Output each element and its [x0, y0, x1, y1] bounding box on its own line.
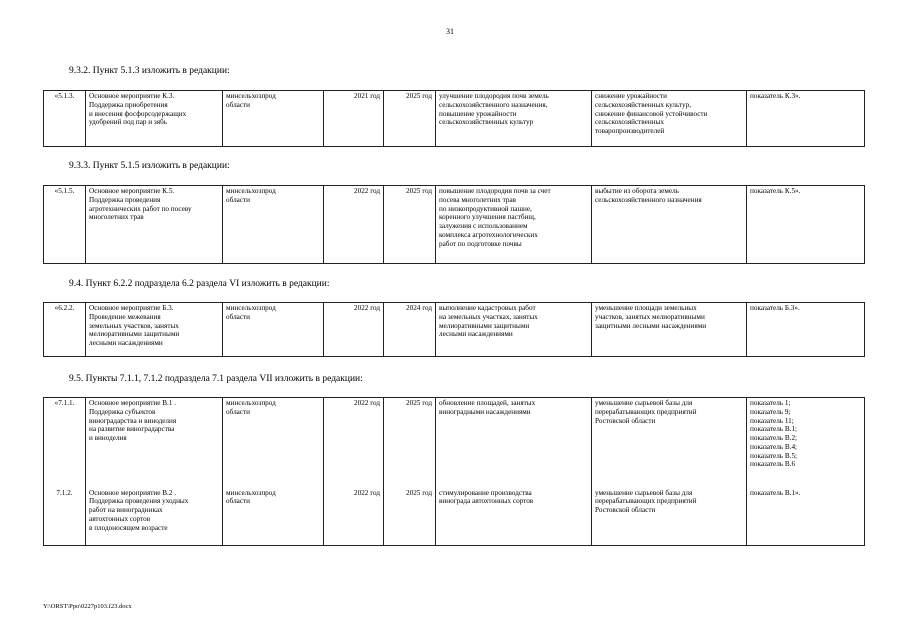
table-row [44, 91, 865, 147]
measure-cell: Основное мероприятие К.5. Поддержка проведения агротехнических работ по посеву многолетних трав [86, 186, 223, 264]
indicator-cell: показатель К.5». [747, 186, 865, 264]
section-heading: 9.3.2. Пункт 5.1.3 изложить в редакции: [69, 66, 230, 76]
start-year-cell: 2022 год [324, 398, 384, 488]
result-cell: повышение плодородия почв за счет посева многолетних трав по низкопродуктивной пашне, коренного улучшения пастбищ, залужения с использованием комплекса агротехнологических работ по подготовке почвы [436, 186, 592, 264]
consequence-cell: выбытие из оборота земель сельскохозяйственного назначения [592, 186, 747, 264]
table-row [44, 398, 865, 488]
result-cell: стимулирование производства винограда автохтонных сортов [436, 488, 592, 546]
executor-cell: минсельхозпрод области [223, 303, 324, 357]
result-cell: обновление площадей, занятых виноградными насаждениями [436, 398, 592, 488]
measures-table [43, 397, 865, 546]
measures-table [43, 302, 865, 357]
result-cell: улучшение плодородия почв земель сельскохозяйственного назначения, повышение урожайности сельскохозяйственных культур [436, 91, 592, 147]
indicator-cell: показатель К.3». [747, 91, 865, 147]
start-year-cell: 2022 год [324, 303, 384, 357]
row-number: 7.1.2. [44, 488, 86, 546]
row-number: «6.2.2. [44, 303, 86, 357]
indicator-cell: показатель 1; показатель 9; показатель 11; показатель В.1; показатель В.2; показатель В.4; показатель В.5; показатель В.6 [747, 398, 865, 488]
row-number: «5.1.3. [44, 91, 86, 147]
consequence-cell: снижение урожайности сельскохозяйственных культур, снижение финансовой устойчивости сельскохозяйственных товаропроизводителей [592, 91, 747, 147]
start-year-cell: 2022 год [324, 488, 384, 546]
row-number: «7.1.1. [44, 398, 86, 488]
table-row [44, 303, 865, 357]
measures-table [43, 185, 865, 264]
executor-cell: минсельхозпрод области [223, 488, 324, 546]
start-year-cell: 2021 год [324, 91, 384, 147]
consequence-cell: уменьшение сырьевой базы для перерабатывающих предприятий Ростовской области [592, 398, 747, 488]
end-year-cell: 2024 год [384, 303, 436, 357]
indicator-cell: показатель В.1». [747, 488, 865, 546]
end-year-cell: 2025 год [384, 398, 436, 488]
result-cell: выполнение кадастровых работ на земельных участках, занятых мелиоративными защитными лесными насаждениями [436, 303, 592, 357]
consequence-cell: уменьшение площади земельных участков, занятых мелиоративными защитными лесными насаждениями [592, 303, 747, 357]
row-number: «5.1.5. [44, 186, 86, 264]
executor-cell: минсельхозпрод области [223, 91, 324, 147]
file-path-footer: Y:\ORST\Ppo\0227p103.f23.docx [43, 603, 132, 610]
measure-cell: Основное мероприятие В.2 . Поддержка проведения уходных работ на виноградниках автохтонных сортов в плодоносящем возрасте [86, 488, 223, 546]
section-heading: 9.5. Пункты 7.1.1, 7.1.2 подраздела 7.1 раздела VII изложить в редакции: [69, 374, 363, 384]
indicator-cell: показатель Б.3». [747, 303, 865, 357]
end-year-cell: 2025 год [384, 186, 436, 264]
executor-cell: минсельхозпрод области [223, 186, 324, 264]
table-row [44, 186, 865, 264]
measure-cell: Основное мероприятие Б.3. Проведение межевания земельных участков, занятых мелиоративными защитными лесными насаждениями [86, 303, 223, 357]
table-row [44, 488, 865, 546]
measure-cell: Основное мероприятие К.3. Поддержка приобретения и внесения фосфорсодержащих удобрений под пар и зябь [86, 91, 223, 147]
end-year-cell: 2025 год [384, 91, 436, 147]
consequence-cell: уменьшение сырьевой базы для перерабатывающих предприятий Ростовской области [592, 488, 747, 546]
section-heading: 9.4. Пункт 6.2.2 подраздела 6.2 раздела VI изложить в редакции: [69, 279, 330, 289]
page-number: 31 [446, 27, 454, 36]
measures-table [43, 90, 865, 147]
start-year-cell: 2022 год [324, 186, 384, 264]
executor-cell: минсельхозпрод области [223, 398, 324, 488]
end-year-cell: 2025 год [384, 488, 436, 546]
measure-cell: Основное мероприятие В.1 . Поддержка субъектов виноградарства и виноделия на развитие виноградарства и виноделия [86, 398, 223, 488]
section-heading: 9.3.3. Пункт 5.1.5 изложить в редакции: [69, 161, 230, 171]
